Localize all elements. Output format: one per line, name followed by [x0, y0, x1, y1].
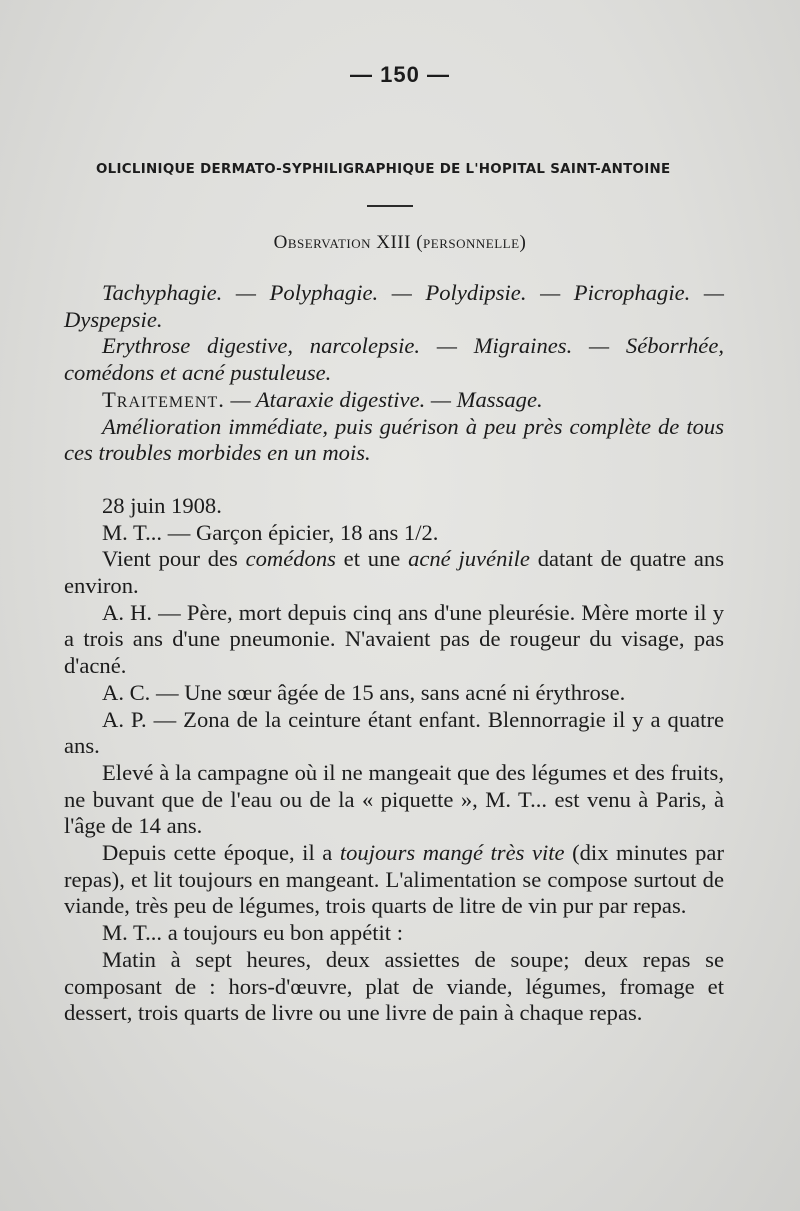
section-rule — [367, 205, 413, 207]
page-number: — 150 — — [350, 62, 450, 87]
observation-date: 28 juin 1908. — [102, 492, 222, 518]
habits-text: Depuis cette époque, il a — [102, 840, 340, 866]
habits-emphasis: toujours mangé très vite — [339, 840, 565, 866]
summary-signs: Erythrose digestive, narcolepsie. — Migraines. — Séborrhée, comédons et acné pustuleuse. — [64, 333, 724, 386]
treatment-text: — Ataraxie digestive. — Massage. — [224, 386, 543, 412]
observation-body — [64, 280, 724, 1027]
collateral-history: A. C. — Une sœur âgée de 15 ans, sans acné ni érythrose. — [102, 679, 626, 705]
summary-treatment — [64, 387, 724, 414]
running-head: OLICLINIQUE DERMATO-SYPHILIGRAPHIQUE DE L'HOPITAL SAINT-ANTOINE — [96, 162, 671, 177]
habits-text: (dix minutes par repas), et lit toujours en mangeant. L'alimentation se compose surtout de viande, très peu de légumes, trois quarts de litre de vin pur par repas. — [64, 840, 724, 919]
summary-outcome: Amélioration immédiate, puis guérison à peu près complète de tous ces troubles morbides en un mois. — [64, 413, 724, 466]
patient-identity: M. T... — Garçon épicier, 18 ans 1/2. — [102, 519, 439, 545]
upbringing-paragraph: Elevé à la campagne où il ne mangeait que des légumes et des fruits, ne buvant que de l'eau ou de la « piquette », M. T... est venu à Paris, à l'âge de 14 ans. — [64, 759, 724, 839]
appetite-paragraph: M. T... a toujours eu bon appétit : — [102, 920, 403, 946]
hereditary-history: A. H. — Père, mort depuis cinq ans d'une pleurésie. Mère morte il y a trois ans d'une pneumonie. N'avaient pas de rougeur du visage, pas d'acné. — [64, 599, 724, 679]
reason-for-visit — [64, 546, 724, 599]
reason-text: datant de quatre ans environ. — [64, 546, 724, 599]
reason-emphasis: acné juvénile — [408, 546, 530, 572]
observation-heading: Observation XIII (personnelle) — [273, 232, 527, 253]
summary-symptoms: Tachyphagie. — Polyphagie. — Polydipsie. — Picrophagie. — Dyspepsie. — [64, 280, 724, 332]
personal-history: A. P. — Zona de la ceinture étant enfant. Blennorragie il y a quatre ans. — [64, 706, 724, 759]
reason-emphasis: comédons — [245, 546, 336, 572]
treatment-label: Traitement. — [102, 386, 225, 412]
reason-text: Vient pour des — [102, 546, 246, 572]
reason-text: et une — [335, 546, 409, 572]
meals-paragraph: Matin à sept heures, deux assiettes de soupe; deux repas se composant de : hors-d'œuvre, plat de viande, légumes, fromage et dessert, trois quarts de livre ou une livre de pain à chaque repas. — [64, 946, 724, 1026]
eating-habits-paragraph — [64, 840, 724, 920]
